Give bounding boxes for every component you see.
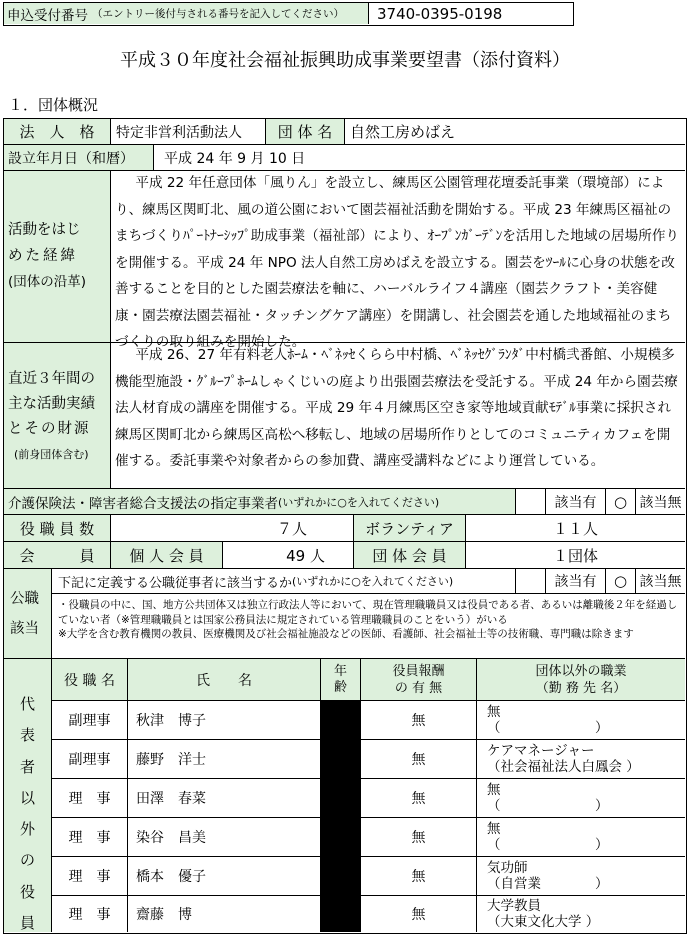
officer-name: 田澤 春菜	[127, 778, 320, 817]
officer-age-redacted	[320, 700, 360, 739]
registration-box	[3, 2, 574, 26]
officer-age-redacted	[320, 817, 360, 856]
officer-title: 理 事	[51, 856, 127, 895]
established-value: 平成 24 年 9 月 10 日	[153, 144, 685, 170]
volunteer-value: １１人	[465, 514, 685, 541]
history-text-cell	[110, 170, 685, 350]
public-office-note: (いずれかに○を入れてください)	[292, 575, 454, 588]
public-office-label-line: 公職	[10, 591, 39, 607]
registration-label-cell	[4, 3, 368, 24]
officer-age-redacted	[320, 778, 360, 817]
org-name-value: 自然工房めばえ	[344, 119, 685, 144]
public-office-question-cell	[51, 568, 515, 593]
public-office-no[interactable]: 該当無	[635, 568, 685, 593]
history-label-line: 活動をはじ	[8, 222, 81, 238]
age-header-line: 齢	[333, 679, 347, 695]
public-office-definition	[58, 598, 684, 642]
side-char: 員	[19, 913, 35, 932]
officer-employer: （大東文化大学 ）	[487, 914, 600, 930]
officer-age-redacted	[320, 856, 360, 895]
officer-job: ケアマネージャー	[487, 743, 595, 759]
officer-name: 橋本 優子	[127, 856, 320, 895]
recent-label-line: とその財源	[8, 421, 91, 437]
side-char: 役	[19, 882, 35, 901]
officer-name: 藤野 洋士	[127, 739, 320, 778]
officer-job: 無	[487, 782, 501, 798]
members-label: 会 員	[4, 541, 110, 568]
officer-pay: 無	[360, 817, 476, 856]
org-name-label: 団 体 名	[265, 119, 344, 144]
recent-label-line: (前身団体含む)	[14, 448, 89, 461]
registration-note: （エントリー後付与される番号を記入してください）	[92, 8, 344, 20]
established-label: 設立年月日（和暦）	[4, 144, 153, 170]
officer-employer: （ ）	[487, 837, 609, 853]
public-office-mark[interactable]: ○	[605, 568, 635, 593]
age-header-line: 年	[333, 663, 347, 679]
individual-members-label: 個 人 会 員	[110, 541, 222, 568]
side-char: 者	[19, 757, 35, 776]
care-law-label-cell	[4, 488, 515, 514]
officer-employer: （ ）	[487, 798, 609, 814]
job-header-line: （勤 務 先 名）	[535, 680, 627, 696]
corp-type-label: 法 人 格	[4, 119, 110, 144]
page-title: 平成３０年度社会福祉振興助成事業要望書（添付資料）	[120, 50, 570, 71]
officer-job: 無	[487, 704, 501, 720]
recent-label	[8, 367, 95, 467]
public-office-label-cell	[4, 568, 51, 658]
pay-header-line: 役員報酬	[392, 663, 445, 679]
organization-table	[3, 118, 687, 934]
officer-title: 副理事	[51, 700, 127, 739]
recent-label-cell	[4, 342, 110, 488]
officer-title: 理 事	[51, 895, 127, 932]
officer-age-redacted	[320, 739, 360, 778]
officer-age-redacted	[320, 895, 360, 932]
individual-members-value: 49 人	[222, 541, 353, 568]
officer-title: 理 事	[51, 778, 127, 817]
pay-header-line: の 有 無	[394, 680, 443, 696]
care-law-note: (いずれかに○を入れてください)	[278, 495, 440, 509]
care-law-no[interactable]: 該当無	[635, 488, 685, 514]
officers-side-label	[4, 693, 51, 933]
officer-pay-header	[360, 658, 476, 700]
officer-employer: （社会福祉法人白鳳会 ）	[487, 759, 640, 775]
registration-label: 申込受付番号	[7, 7, 88, 24]
side-char: 以	[19, 788, 35, 807]
public-office-definition-cell	[51, 593, 685, 658]
officer-job-cell	[476, 856, 685, 895]
officer-name: 齋藤 博	[127, 895, 320, 932]
officer-title: 理 事	[51, 817, 127, 856]
registration-number: 3740-0395-0198	[368, 3, 573, 24]
officer-job-cell	[476, 739, 685, 778]
side-char: 代	[19, 695, 35, 713]
officer-employer: （自営業 ）	[487, 876, 609, 892]
officers-count-value: ７人	[110, 514, 353, 541]
officer-pay: 無	[360, 778, 476, 817]
side-char: 外	[19, 820, 35, 839]
public-office-yes[interactable]: 該当有	[545, 568, 605, 593]
care-law-yes[interactable]: 該当有	[545, 488, 605, 514]
side-char: の	[19, 851, 35, 870]
officers-side-label-cell	[4, 658, 51, 932]
corp-type-value: 特定非営利活動法人	[110, 119, 265, 144]
officer-job-cell	[476, 700, 685, 739]
officer-job-cell	[476, 778, 685, 817]
officer-job-cell	[476, 895, 685, 932]
recent-text: 平成 26、27 年有料老人ﾎｰﾑ・ﾍﾞﾈｯｾくらら中村橋、ﾍﾞﾈｯｾｸﾞﾗﾝﾀﾞ中村橋弐番館、小規模多機能型施設・ｸﾞﾙｰﾌﾟﾎｰﾑしゃくじいの庭より出張園芸療法を受託する。平成 24 年から園芸療法人材育成の講座を開催する。平成 29 年４月練馬区空き家等地域貢献ﾓﾃﾞﾙ事業に採択され練馬区関町北から練馬区高松へ移転し、地域の居場所作りとしてのコミュニティカフェを開催する。委託事業や対象者からの参加費、講座受講料などにより運営している。	[115, 347, 678, 469]
recent-label-line: 主な活動実績	[8, 396, 95, 412]
officer-job-header	[476, 658, 685, 700]
officer-name-header: 氏 名	[127, 658, 320, 700]
public-office-blank	[515, 568, 545, 593]
public-office-label	[10, 584, 39, 644]
officer-job: 気功師	[487, 860, 528, 876]
officer-title: 副理事	[51, 739, 127, 778]
group-members-value: １団体	[465, 541, 685, 568]
side-char: 表	[19, 726, 35, 745]
officers-count-label: 役 職 員 数	[4, 514, 110, 541]
care-law-label: 介護保険法・障害者総合支援法の指定事業者	[8, 495, 278, 512]
officer-pay: 無	[360, 895, 476, 932]
officer-name: 染谷 昌美	[127, 817, 320, 856]
group-members-label: 団 体 会 員	[353, 541, 465, 568]
public-office-question: 下記に定義する公職従事者に該当するか	[58, 575, 293, 591]
officer-age-header	[320, 658, 360, 700]
officer-title-header: 役 職 名	[51, 658, 127, 700]
officer-job: 無	[487, 821, 501, 837]
section-heading: １．団体概況	[8, 96, 99, 114]
public-office-definition-1: ・役職員の中に、国、地方公共団体又は独立行政法人等において、現在管理職職員又は役員である者、あるいは離職後２年を経過していない者（※管理職職員とは国家公務員法に規定されている管理職職員のことをいう）がいる	[58, 599, 678, 626]
volunteer-label: ボランティア	[353, 514, 465, 541]
history-label	[8, 217, 86, 295]
officer-pay: 無	[360, 856, 476, 895]
officer-pay: 無	[360, 739, 476, 778]
officer-job-cell	[476, 817, 685, 856]
recent-text-cell	[110, 342, 685, 488]
care-law-blank	[515, 488, 545, 514]
officer-name: 秋津 博子	[127, 700, 320, 739]
history-label-cell	[4, 170, 110, 342]
recent-label-line: 直近３年間の	[8, 371, 95, 387]
history-text: 平成 22 年任意団体「風りん」を設立し、練馬区公園管理花壇委託事業（環境部）により、練馬区関町北、風の道公園において園芸福祉活動を開始する。平成 23 年練馬区福祉のまちづくりﾊﾟｰﾄﾅｰｼｯﾌﾟ助成事業（福祉部）により、ｵｰﾌﾟﾝｶﾞｰﾃﾞﾝを活用した地域の居場所作りを開催する。平成 24 年 NPO 法人自然工房めばえを設立する。園芸をﾂｰﾙに心身の状態を改善することを目的とした園芸療法を軸に、ハーバルライフ４講座（園芸クラフト・美容健康・園芸療法園芸福祉・タッチングケア講座）を開講し、社会園芸を通した地域福祉のまちづくりの取り組みを開始した。	[115, 175, 680, 350]
officer-job: 大学教員	[487, 898, 541, 914]
job-header-line: 団体以外の職業	[535, 663, 627, 679]
history-label-line: めた経緯	[8, 248, 78, 264]
history-label-line: (団体の沿革)	[8, 274, 87, 290]
officer-employer: （ ）	[487, 720, 609, 736]
public-office-definition-2: ※大学を含む教育機関の教員、医療機関及び社会福祉施設などの医師、看護師、社会福祉士等の技術職、専門職は除きます	[58, 628, 634, 640]
public-office-label-line: 該当	[10, 621, 39, 637]
officer-pay: 無	[360, 700, 476, 739]
care-law-mark[interactable]: ○	[605, 488, 635, 514]
